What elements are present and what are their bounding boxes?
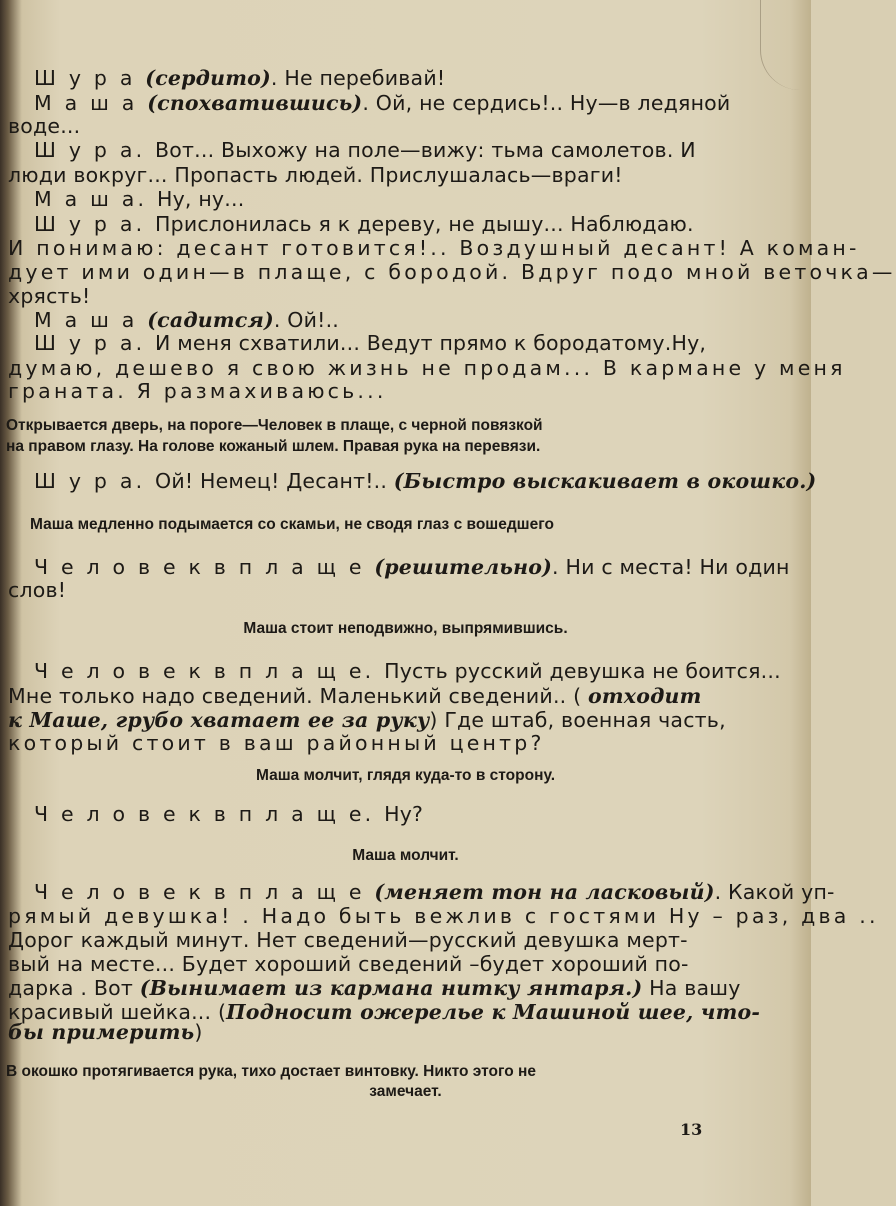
text-line	[34, 802, 423, 826]
text-line	[8, 976, 741, 1000]
text-line	[34, 331, 706, 355]
speech-text: Ну?	[384, 802, 424, 826]
stage-direction-inline: (Быстро выскакивает в окошко.)	[393, 469, 817, 493]
speech-text: . Какой уп-	[714, 880, 835, 904]
speech-text: ) Где штаб, военная часть,	[429, 708, 726, 732]
stage-direction: Открывается дверь, на пороге—Человек в плаще, с черной повязкой	[6, 417, 543, 434]
speech-text: Ч е л о в е к в п л а щ е	[34, 880, 375, 904]
text-line	[8, 952, 689, 976]
text-line	[34, 91, 730, 115]
speech-text: Ш у р а.	[34, 138, 156, 162]
speech-text: Ч е л о в е к в п л а щ е.	[34, 802, 385, 826]
speech-text: Ш у р а	[34, 66, 146, 90]
text-line	[8, 356, 846, 380]
text-line	[34, 138, 696, 162]
stage-direction: В окошко протягивается рука, тихо достает винтовку. Никто этого не	[6, 1063, 537, 1080]
text-line	[34, 66, 445, 90]
speech-text: Ч е л о в е к в п л а щ е	[34, 555, 375, 579]
text-line	[8, 236, 860, 260]
speech-text: который стоит в ваш районный центр?	[8, 731, 545, 755]
text-line	[8, 284, 90, 308]
speech-text: Мне только надо сведений. Маленький сведений.. (	[8, 684, 589, 708]
speech-text: . Ой, не сердись!.. Ну—в ледяной	[362, 91, 731, 115]
stage-direction-inline: (меняет тон на ласковый)	[374, 880, 715, 904]
text-line	[34, 659, 781, 683]
text-line	[8, 260, 896, 284]
stage-direction-inline: к Маше, грубо хватает ее за руку	[8, 708, 430, 732]
text-line	[34, 212, 694, 236]
text-line	[34, 469, 816, 493]
speech-text: Ш у р а.	[34, 212, 156, 236]
speech-text: . Ни с места! Ни один	[552, 555, 790, 579]
stage-direction-inline: (сердито)	[145, 66, 271, 90]
speech-text: На вашу	[642, 976, 741, 1000]
stage-direction-inline: (Вынимает из кармана нитку янтаря.)	[139, 976, 643, 1000]
speech-text: воде...	[8, 114, 81, 138]
text-line	[8, 904, 879, 928]
stage-direction-inline: Подносит ожерелье к Машиной шее, что-	[226, 1000, 761, 1024]
speech-text: рямый девушка! . Надо быть вежлив с гостями Ну – раз, два ..	[8, 904, 879, 928]
speech-text: И меня схватили... Ведут прямо к бородатому.Ну,	[155, 331, 707, 355]
stage-direction-inline: (садится)	[147, 308, 274, 332]
speech-text: . Не перебивай!	[270, 66, 446, 90]
speech-text: Ш у р а.	[34, 331, 156, 355]
speech-text: думаю, дешево я свою жизнь не продам... В кармане у меня	[8, 356, 846, 380]
stage-direction-inline: отходит	[588, 684, 702, 708]
speech-text: граната. Я размахиваюсь...	[8, 379, 387, 403]
speech-text: дует ими один—в плаще, с бородой. Вдруг подо мной веточка—	[8, 260, 896, 284]
stage-direction: Маша медленно подымается со скамьи, не сводя глаз с вошедшего	[30, 516, 554, 533]
speech-text: М а ш а.	[34, 187, 157, 211]
speech-text: люди вокруг... Пропасть людей. Прислушалась—враги!	[8, 163, 623, 187]
speech-text: Ой! Немец! Десант!..	[155, 469, 394, 493]
stage-direction: на правом глазу. На голове кожаный шлем. Правая рука на перевязи.	[6, 438, 541, 455]
page-number: 13	[680, 1120, 703, 1139]
speech-text: красивый шейка... (	[8, 1000, 227, 1024]
speech-text: дарка . Вот	[8, 976, 140, 1000]
speech-text: вый на месте... Будет хороший сведений –будет хороший по-	[8, 952, 689, 976]
speech-text: . Ой!..	[273, 308, 340, 332]
stage-direction: Маша молчит, глядя куда-то в сторону.	[255, 767, 556, 784]
speech-text: Прислонилась я к дереву, не дышу... Наблюдаю.	[155, 212, 694, 236]
speech-text: Ч е л о в е к в п л а щ е.	[34, 659, 385, 683]
speech-text: хрясть!	[8, 284, 91, 308]
text-line	[8, 379, 387, 403]
stage-direction-inline: (решительно)	[374, 555, 553, 579]
speech-text: )	[194, 1020, 203, 1044]
stage-direction: замечает.	[369, 1083, 442, 1100]
text-line	[8, 114, 80, 138]
stage-direction-inline: бы примерить	[8, 1020, 195, 1044]
text-line	[34, 880, 835, 904]
text-line	[8, 731, 545, 755]
text-line	[8, 1020, 203, 1044]
text-line	[34, 187, 244, 211]
stage-direction: Маша стоит неподвижно, выпрямившись.	[243, 620, 568, 637]
text-line	[34, 308, 339, 332]
text-line	[8, 163, 623, 187]
text-line	[34, 555, 790, 579]
speech-text: Ш у р а.	[34, 469, 156, 493]
page-crease	[760, 0, 801, 90]
speech-text: слов!	[8, 578, 67, 602]
speech-text: Ну, ну...	[156, 187, 245, 211]
speech-text: Вот... Выхожу на поле—вижу: тьма самолетов. И	[155, 138, 696, 162]
text-line	[8, 684, 702, 708]
speech-text: Пусть русский девушка не боится...	[384, 659, 781, 683]
speech-text: Дорог каждый минут. Нет сведений—русский девушка мерт-	[8, 928, 688, 952]
text-line	[8, 708, 726, 732]
text-line	[8, 578, 66, 602]
speech-text: М а ш а	[34, 308, 148, 332]
stage-direction-inline: (спохватившись)	[147, 91, 363, 115]
text-line	[8, 928, 688, 952]
stage-direction: Маша молчит.	[352, 847, 459, 864]
speech-text: М а ш а	[34, 91, 148, 115]
speech-text: И понимаю: десант готовится!.. Воздушный десант! А коман-	[8, 236, 860, 260]
